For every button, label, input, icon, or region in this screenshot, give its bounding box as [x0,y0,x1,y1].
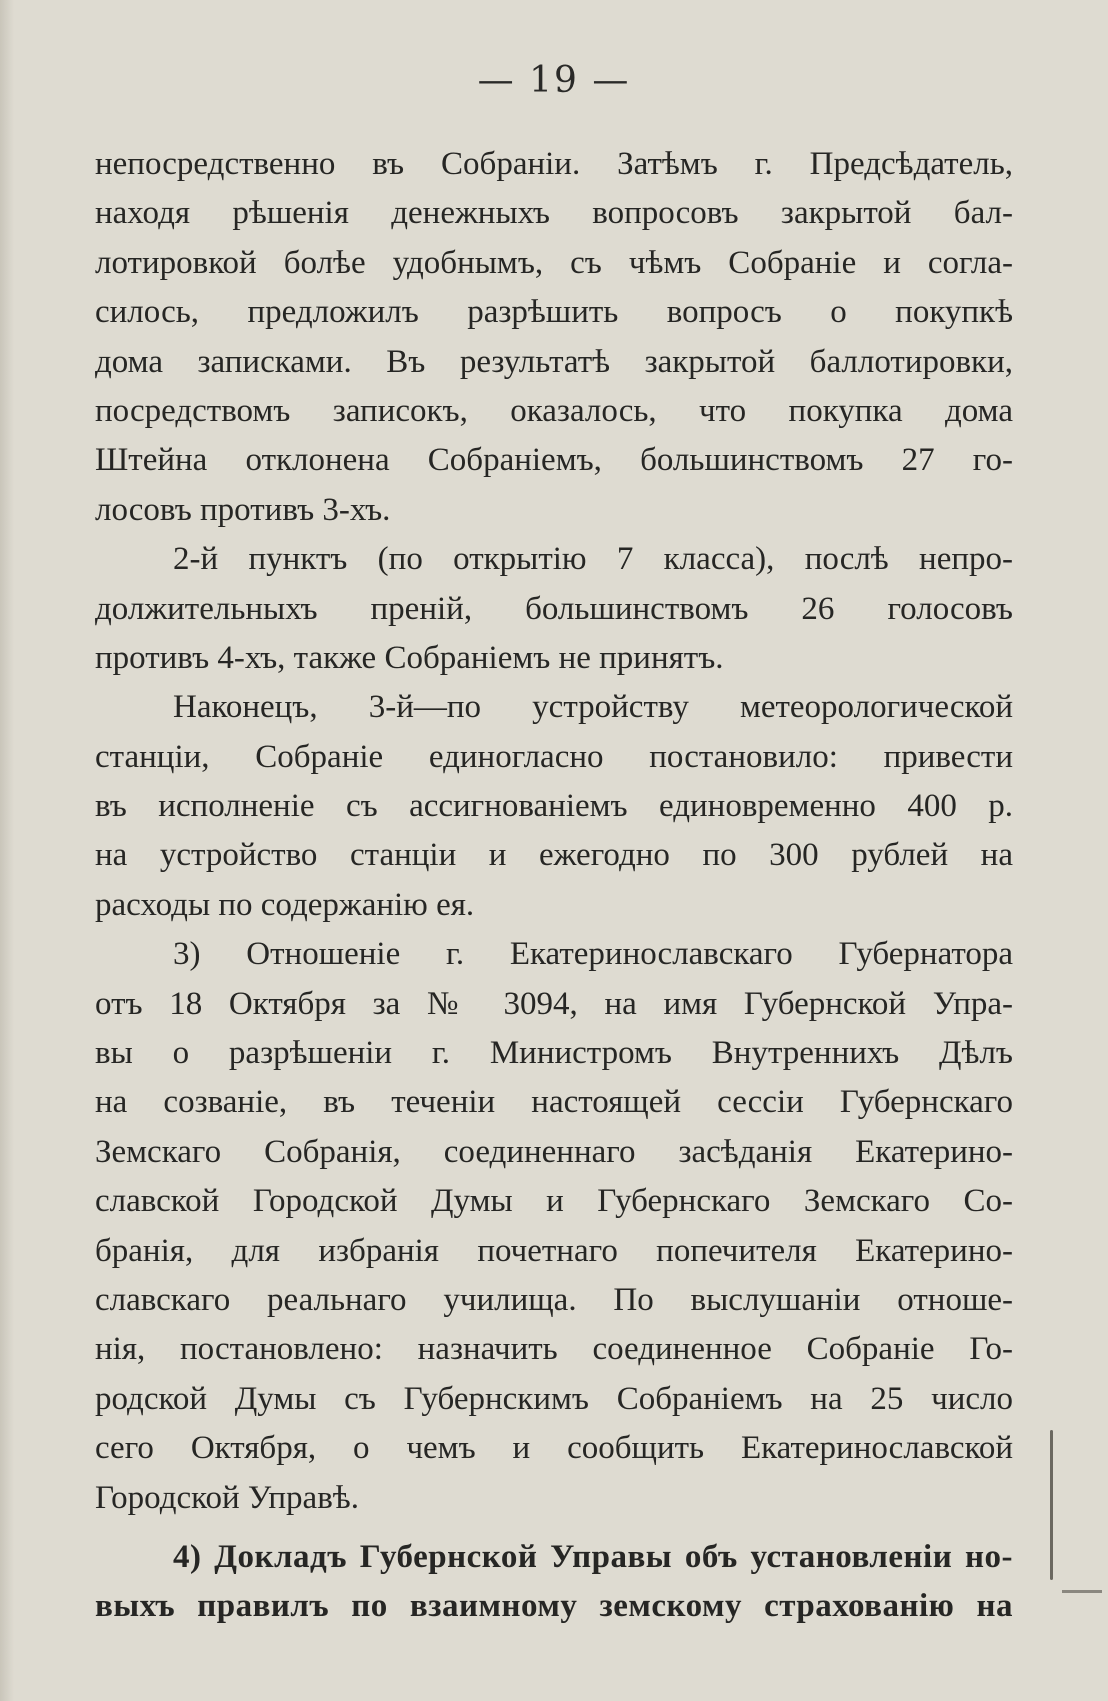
text-line: славскаго реальнаго училища. По выслушаніи отноше- [95,1281,1013,1318]
text-line: лосовъ противъ 3-хъ. [95,491,391,528]
text-line: противъ 4-хъ, также Собраніемъ не принятъ. [95,639,724,676]
text-line: въ исполненіе съ ассигнованіемъ единовременно 400 р. [95,788,1013,825]
text-line: на устройство станціи и ежегодно по 300 рублей на [95,837,1013,874]
text-line: посредствомъ записокъ, оказалось, что покупка дома [95,392,1013,429]
text-line: сего Октября, о чемъ и сообщить Екатеринославской [95,1430,1013,1467]
text-line: должительныхъ преній, большинствомъ 26 голосовъ [95,590,1013,627]
margin-pencil-mark [1050,1430,1053,1580]
body-text [95,140,1013,1632]
text-line: Штейна отклонена Собраніемъ, большинствомъ 27 го- [95,442,1013,479]
text-line: бранія, для избранія почетнаго попечителя Екатерино- [95,1232,1013,1269]
text-line: Земскаго Собранія, соединеннаго засѣданія Екатерино- [95,1133,1013,1170]
text-line: дома записками. Въ результатѣ закрытой баллотировки, [95,343,1013,380]
paragraph-gap [95,1523,1013,1533]
text-line: Городской Управѣ. [95,1479,359,1516]
text-line: отъ 18 Октября за № 3094, на имя Губернской Упра- [95,985,1013,1022]
text-line: выхъ правилъ по взаимному земскому страхованію на [95,1588,1013,1625]
text-line: силось, предложилъ разрѣшить вопросъ о покупкѣ [95,294,1013,331]
text-line: Наконецъ, 3-й—по устройству метеорологической [173,689,1013,726]
text-line: 4) Докладъ Губернской Управы объ установленіи но- [173,1538,1013,1575]
text-line: находя рѣшенія денежныхъ вопросовъ закрытой бал- [95,195,1013,232]
page-number: — 19 — [477,60,631,101]
text-line: станціи, Собраніе единогласно постановило: привести [95,738,1013,775]
text-line: вы о разрѣшеніи г. Министромъ Внутреннихъ Дѣлъ [95,1035,1013,1072]
text-line: лотировкой болѣе удобнымъ, съ чѣмъ Собраніе и согла- [95,244,1013,281]
page-spine-shadow [0,0,14,1701]
text-line: славской Городской Думы и Губернскаго Земскаго Со- [95,1183,1013,1220]
text-line: непосредственно въ Собраніи. Затѣмъ г. Предсѣдатель, [95,146,1013,182]
text-line: расходы по содержанію ея. [95,886,475,923]
text-line: на созваніе, въ теченіи настоящей сессіи Губернскаго [95,1084,1013,1121]
text-line: 3) Отношеніе г. Екатеринославскаго Губернатора [173,936,1013,973]
margin-dash-mark [1062,1590,1102,1593]
text-line: родской Думы съ Губернскимъ Собраніемъ на 25 число [95,1380,1013,1417]
text-line: 2-й пунктъ (по открытію 7 класса), послѣ непро- [173,541,1013,578]
text-line: нія, постановлено: назначить соединенное Собраніе Го- [95,1331,1013,1368]
